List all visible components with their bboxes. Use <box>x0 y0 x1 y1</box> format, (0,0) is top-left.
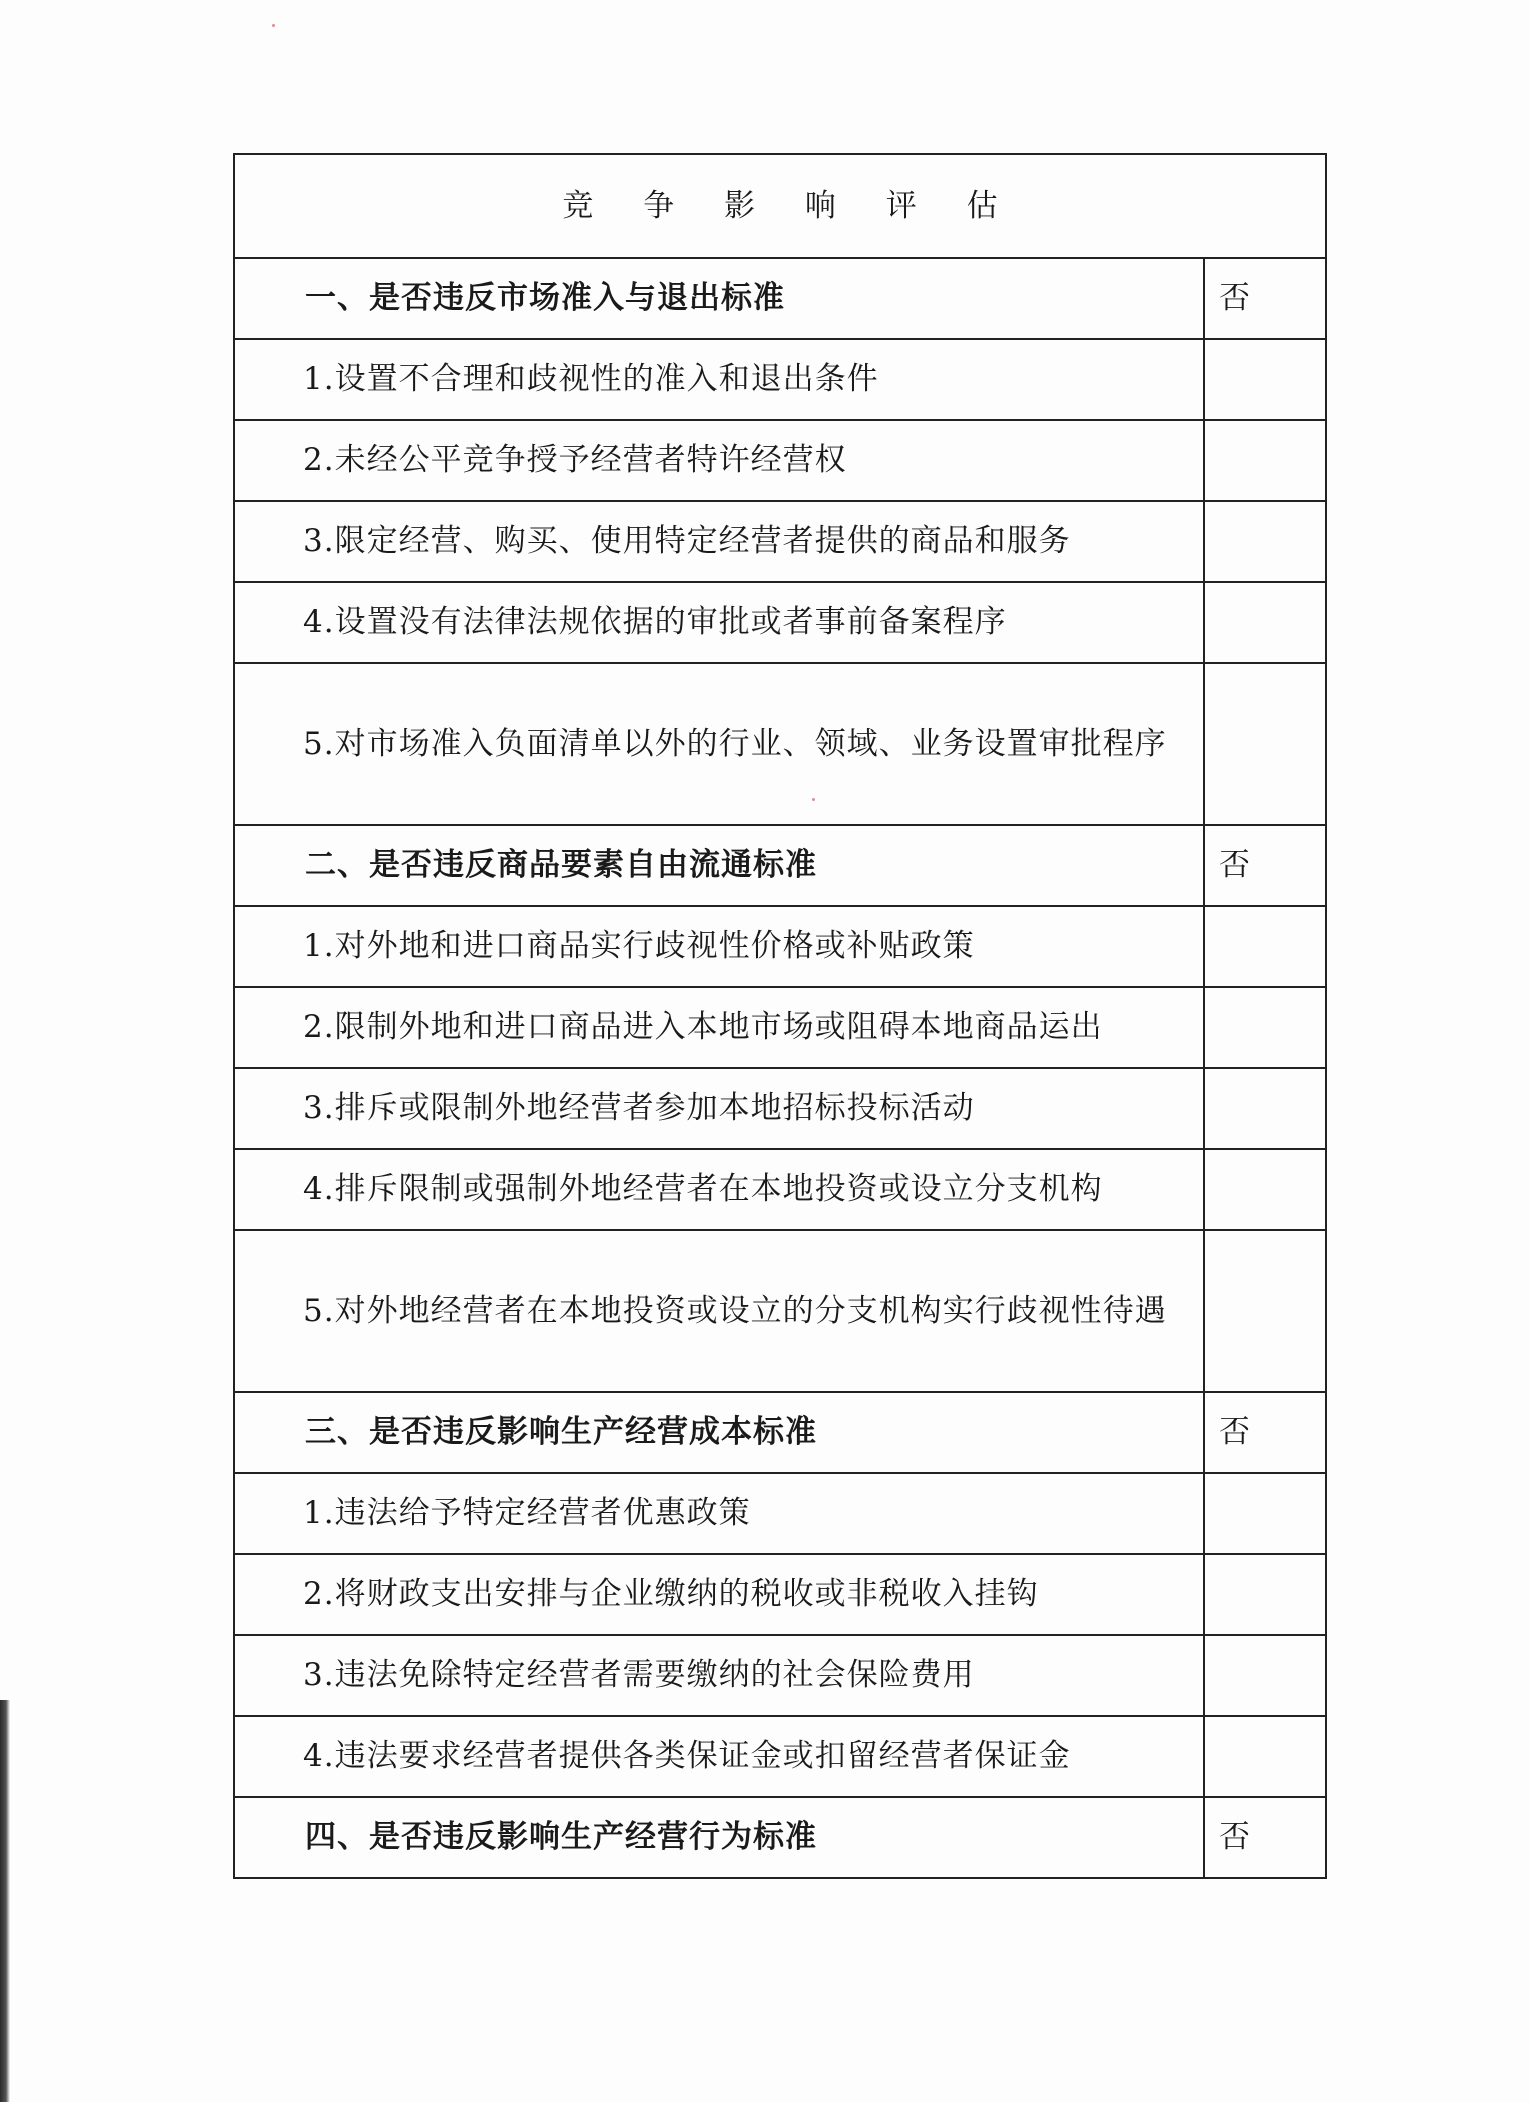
section-row <box>234 1392 1326 1473</box>
item-label: 1.对外地和进口商品实行歧视性价格或补贴政策 <box>234 906 1204 987</box>
assessment-mark <box>1204 663 1326 825</box>
scan-speck <box>272 24 275 27</box>
item-row <box>234 582 1326 663</box>
scan-shadow-edge <box>0 1700 10 2102</box>
assessment-mark <box>1204 1716 1326 1797</box>
assessment-mark <box>1204 420 1326 501</box>
assessment-mark <box>1204 1230 1326 1392</box>
item-row <box>234 1230 1326 1392</box>
section-label: 二、是否违反商品要素自由流通标准 <box>234 825 1204 906</box>
item-label: 2.将财政支出安排与企业缴纳的税收或非税收入挂钩 <box>234 1554 1204 1635</box>
item-label: 4.违法要求经营者提供各类保证金或扣留经营者保证金 <box>234 1716 1204 1797</box>
item-row <box>234 906 1326 987</box>
item-label: 1.违法给予特定经营者优惠政策 <box>234 1473 1204 1554</box>
item-label: 5.对外地经营者在本地投资或设立的分支机构实行歧视性待遇 <box>234 1230 1204 1392</box>
section-row <box>234 258 1326 339</box>
section-row <box>234 1797 1326 1878</box>
assessment-mark <box>1204 1149 1326 1230</box>
assessment-mark: 否 <box>1204 825 1326 906</box>
assessment-mark <box>1204 1068 1326 1149</box>
table-title: 竞 争 影 响 评 估 <box>234 154 1326 258</box>
assessment-mark <box>1204 582 1326 663</box>
assessment-mark <box>1204 1473 1326 1554</box>
assessment-mark <box>1204 1554 1326 1635</box>
item-row <box>234 663 1326 825</box>
item-row <box>234 1068 1326 1149</box>
item-row <box>234 1149 1326 1230</box>
section-row <box>234 825 1326 906</box>
assessment-mark <box>1204 1635 1326 1716</box>
assessment-mark <box>1204 906 1326 987</box>
assessment-mark: 否 <box>1204 1392 1326 1473</box>
item-row <box>234 1635 1326 1716</box>
title-row <box>234 154 1326 258</box>
item-label: 3.违法免除特定经营者需要缴纳的社会保险费用 <box>234 1635 1204 1716</box>
item-label: 5.对市场准入负面清单以外的行业、领域、业务设置审批程序 <box>234 663 1204 825</box>
item-row <box>234 1473 1326 1554</box>
item-label: 4.排斥限制或强制外地经营者在本地投资或设立分支机构 <box>234 1149 1204 1230</box>
item-label: 3.排斥或限制外地经营者参加本地招标投标活动 <box>234 1068 1204 1149</box>
item-label: 2.限制外地和进口商品进入本地市场或阻碍本地商品运出 <box>234 987 1204 1068</box>
section-label: 四、是否违反影响生产经营行为标准 <box>234 1797 1204 1878</box>
assessment-mark <box>1204 339 1326 420</box>
section-label: 一、是否违反市场准入与退出标准 <box>234 258 1204 339</box>
item-row <box>234 339 1326 420</box>
item-label: 2.未经公平竞争授予经营者特许经营权 <box>234 420 1204 501</box>
assessment-mark <box>1204 501 1326 582</box>
item-label: 1.设置不合理和歧视性的准入和退出条件 <box>234 339 1204 420</box>
competition-assessment-table <box>233 153 1327 1879</box>
item-label: 3.限定经营、购买、使用特定经营者提供的商品和服务 <box>234 501 1204 582</box>
item-row <box>234 987 1326 1068</box>
item-row <box>234 420 1326 501</box>
assessment-mark: 否 <box>1204 258 1326 339</box>
assessment-mark: 否 <box>1204 1797 1326 1878</box>
item-row <box>234 1716 1326 1797</box>
section-label: 三、是否违反影响生产经营成本标准 <box>234 1392 1204 1473</box>
item-row <box>234 1554 1326 1635</box>
assessment-mark <box>1204 987 1326 1068</box>
item-row <box>234 501 1326 582</box>
item-label: 4.设置没有法律法规依据的审批或者事前备案程序 <box>234 582 1204 663</box>
